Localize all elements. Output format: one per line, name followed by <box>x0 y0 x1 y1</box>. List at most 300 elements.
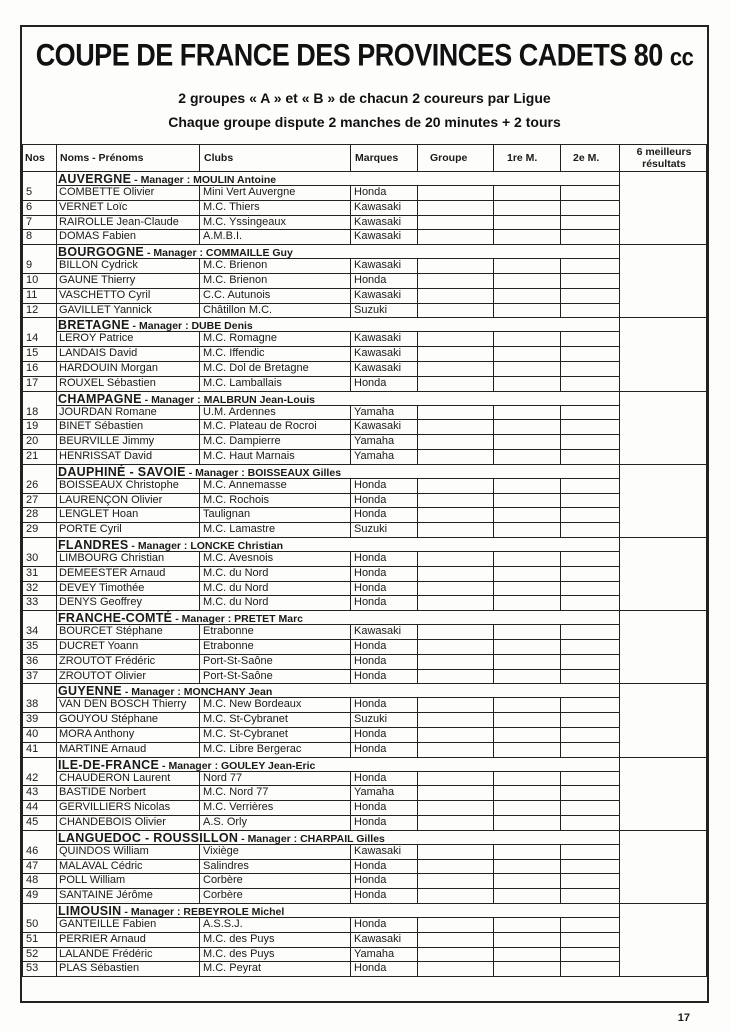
header-second-heat: 2e M. <box>573 152 600 164</box>
league-name: FRANCHE-COMTÉ <box>58 611 173 626</box>
column-divider <box>493 771 494 830</box>
rider-brand: Kawasaki <box>354 200 402 213</box>
rider-brand: Kawasaki <box>354 347 402 360</box>
league-separator: - <box>121 906 131 918</box>
rider-number: 18 <box>26 405 39 418</box>
rider-name: MORA Anthony <box>59 728 135 740</box>
column-divider <box>560 144 561 171</box>
rider-club: A.S. Orly <box>203 816 248 828</box>
column-divider <box>199 844 200 903</box>
rider-club: M.C. Yssingeaux <box>203 215 286 228</box>
column-divider <box>350 331 351 390</box>
rider-number: 34 <box>26 625 39 638</box>
rider-brand: Honda <box>354 816 387 828</box>
league-manager: Manager : LONCKE Christian <box>137 540 284 552</box>
rider-brand: Yamaha <box>354 435 395 448</box>
league-manager: Manager : PRETET Marc <box>181 613 304 626</box>
rider-brand: Honda <box>354 376 387 389</box>
rider-number: 12 <box>26 303 39 316</box>
column-divider <box>619 391 620 464</box>
column-divider <box>619 537 620 610</box>
column-divider <box>350 144 351 171</box>
column-divider <box>619 903 620 976</box>
rider-name: LENGLET Hoan <box>59 508 139 521</box>
rider-club: M.C. Plateau de Rocroi <box>203 420 317 433</box>
rider-club: Port-St-Saône <box>203 669 273 682</box>
rider-club: U.M. Ardennes <box>203 405 276 418</box>
column-divider <box>619 171 620 244</box>
rider-number: 19 <box>26 420 39 433</box>
column-divider <box>350 258 351 317</box>
rider-name: PORTE Cyril <box>59 523 122 536</box>
rider-name: POLL William <box>59 874 126 887</box>
rider-name: LALANDE Frédéric <box>59 947 153 960</box>
rider-club: M.C. du Nord <box>203 566 269 579</box>
league-name: BRETAGNE <box>58 318 130 333</box>
rider-number: 31 <box>26 566 39 579</box>
rider-number: 51 <box>26 932 39 945</box>
rider-club: M.C. Lamballais <box>203 376 282 389</box>
rider-number: 28 <box>26 508 39 521</box>
league-separator: - <box>159 759 169 772</box>
league-header <box>58 904 284 918</box>
rider-name: BOISSEAUX Christophe <box>59 478 179 491</box>
league-header <box>58 172 276 186</box>
header-best-results: 6 meilleurs résultats <box>636 146 692 170</box>
column-divider <box>560 844 561 903</box>
column-divider <box>417 258 418 317</box>
column-divider <box>560 478 561 537</box>
rider-number: 26 <box>26 478 39 491</box>
rider-brand: Honda <box>354 962 387 975</box>
rider-brand: Kawasaki <box>354 362 402 374</box>
league-separator: - <box>121 686 132 699</box>
rider-number: 21 <box>26 450 39 462</box>
column-divider <box>560 917 561 976</box>
rider-number: 41 <box>26 742 39 755</box>
rider-brand: Honda <box>354 493 387 506</box>
rider-club: M.C. Libre Bergerac <box>203 742 302 755</box>
rider-club: M.C. Annemasse <box>203 478 287 491</box>
rider-name: COMBETTE Olivier <box>59 186 155 198</box>
rider-name: GOUYOU Stéphane <box>59 713 159 726</box>
rider-brand: Honda <box>354 859 387 872</box>
column-divider <box>560 405 561 464</box>
column-divider <box>493 331 494 390</box>
rider-name: SANTAINE Jérôme <box>59 889 153 902</box>
league-manager: Manager : COMMAILLE Guy <box>153 247 293 260</box>
rider-name: MALAVAL Cédric <box>59 859 143 872</box>
column-divider <box>199 551 200 610</box>
rider-number: 53 <box>26 962 39 975</box>
rider-name: CHAUDERON Laurent <box>59 771 171 784</box>
page-title: COUPE DE FRANCE DES PROVINCES CADETS 80 cc <box>35 37 694 73</box>
column-divider <box>493 844 494 903</box>
league-name: LANGUEDOC - ROUSSILLON <box>58 830 239 845</box>
column-divider <box>560 771 561 830</box>
rider-club: M.C. du Nord <box>203 581 269 594</box>
column-divider <box>417 478 418 537</box>
column-divider <box>560 624 561 683</box>
row-divider <box>22 976 707 977</box>
rider-number: 14 <box>26 332 39 345</box>
rider-number: 44 <box>26 801 39 814</box>
rider-name: BOURCET Stéphane <box>59 625 163 638</box>
rider-brand: Honda <box>354 918 387 930</box>
rider-number: 5 <box>26 186 33 198</box>
rider-name: ZROUTOT Olivier <box>59 669 146 682</box>
rider-club: M.C. Avesnois <box>203 552 274 564</box>
rider-name: BASTIDE Norbert <box>59 786 146 799</box>
league-separator: - <box>129 320 139 333</box>
league-separator: - <box>131 174 141 186</box>
column-divider <box>619 144 620 171</box>
rider-number: 49 <box>26 889 39 902</box>
column-divider <box>350 771 351 830</box>
column-divider <box>619 757 620 830</box>
rider-number: 42 <box>26 771 39 784</box>
column-divider <box>560 697 561 756</box>
rider-number: 50 <box>26 918 39 930</box>
rider-brand: Kawasaki <box>354 259 402 272</box>
rider-number: 45 <box>26 816 39 828</box>
column-divider <box>417 185 418 244</box>
column-divider <box>493 405 494 464</box>
league-separator: - <box>128 540 138 552</box>
league-name: LIMOUSIN <box>58 904 122 918</box>
rider-name: VERNET Loïc <box>59 200 128 213</box>
column-divider <box>493 185 494 244</box>
rider-club: M.C. des Puys <box>203 932 275 945</box>
rider-club: M.C. Nord 77 <box>203 786 269 799</box>
league-name: DAUPHINÉ - SAVOIE <box>58 464 186 479</box>
column-divider <box>199 917 200 976</box>
league-manager: Manager : MOULIN Antoine <box>140 174 277 186</box>
rider-number: 7 <box>26 215 33 228</box>
league-name: GUYENNE <box>58 684 122 699</box>
rider-brand: Honda <box>354 508 387 521</box>
rider-number: 46 <box>26 844 39 857</box>
rider-name: LANDAIS David <box>59 347 138 360</box>
league-manager: Manager : MALBRUN Jean-Louis <box>151 393 315 406</box>
rider-number: 37 <box>26 669 39 682</box>
rider-number: 15 <box>26 347 39 360</box>
results-table <box>22 144 707 1001</box>
column-divider <box>199 258 200 317</box>
league-header <box>58 465 341 479</box>
column-divider <box>560 258 561 317</box>
column-divider <box>493 551 494 610</box>
rider-club: C.C. Autunois <box>203 288 271 301</box>
rider-brand: Honda <box>354 801 387 814</box>
column-divider <box>350 624 351 683</box>
rider-club: Nord 77 <box>203 771 243 784</box>
rider-club: M.C. Romagne <box>203 332 277 345</box>
header-first-heat: 1re M. <box>507 152 538 164</box>
rider-brand: Honda <box>354 478 387 491</box>
rider-name: VASCHETTO Cyril <box>59 288 151 301</box>
rider-brand: Honda <box>354 640 387 652</box>
rider-brand: Honda <box>354 581 387 594</box>
table-border-left <box>22 144 23 976</box>
rider-club: Port-St-Saône <box>203 654 273 667</box>
rider-brand: Honda <box>354 728 387 740</box>
rider-club: M.C. Dol de Bretagne <box>203 362 309 374</box>
league-manager: Manager : MONCHANY Jean <box>131 686 273 699</box>
column-divider <box>350 405 351 464</box>
page-number: 17 <box>677 1012 690 1024</box>
rider-name: ZROUTOT Frédéric <box>59 654 156 667</box>
column-divider <box>350 551 351 610</box>
rider-brand: Honda <box>354 552 387 564</box>
column-divider <box>350 844 351 903</box>
league-header <box>58 758 315 772</box>
rider-club: M.C. Verrières <box>203 801 274 814</box>
rider-number: 16 <box>26 362 39 374</box>
rider-number: 48 <box>26 874 39 887</box>
rider-club: Etrabonne <box>203 640 254 652</box>
column-divider <box>560 331 561 390</box>
rider-brand: Kawasaki <box>354 844 402 857</box>
column-divider <box>619 317 620 390</box>
rider-club: Vixiège <box>203 844 239 857</box>
rider-name: GERVILLIERS Nicolas <box>59 801 171 814</box>
header-number: Nos <box>25 152 45 164</box>
rider-number: 33 <box>26 596 39 609</box>
header-brand: Marques <box>355 152 399 164</box>
rider-club: Salindres <box>203 859 249 872</box>
league-name: CHAMPAGNE <box>58 391 142 406</box>
league-name: FLANDRES <box>58 538 129 552</box>
column-divider <box>199 771 200 830</box>
rider-club: M.C. St-Cybranet <box>203 713 288 726</box>
league-header <box>58 318 253 332</box>
rider-name: BILLON Cydrick <box>59 259 138 272</box>
column-divider <box>199 624 200 683</box>
column-divider <box>417 844 418 903</box>
rider-number: 10 <box>26 274 39 286</box>
table-border-right <box>706 144 707 976</box>
league-header <box>58 684 272 698</box>
league-header <box>58 611 303 625</box>
column-divider <box>560 551 561 610</box>
league-name: ILE-DE-FRANCE <box>58 757 160 772</box>
rider-name: MARTINE Arnaud <box>59 742 147 755</box>
column-divider <box>199 405 200 464</box>
rider-number: 29 <box>26 523 39 536</box>
rider-club: M.C. du Nord <box>203 596 269 609</box>
column-divider <box>493 624 494 683</box>
column-divider <box>350 697 351 756</box>
column-divider <box>619 610 620 683</box>
rider-brand: Yamaha <box>354 786 395 799</box>
league-separator: - <box>172 613 182 626</box>
header-name: Noms - Prénoms <box>60 152 144 164</box>
rider-name: CHANDEBOIS Olivier <box>59 816 166 828</box>
column-divider <box>619 244 620 317</box>
rider-name: QUINDOS William <box>59 844 149 857</box>
rider-brand: Honda <box>354 874 387 887</box>
rider-club: Taulignan <box>203 508 251 521</box>
league-separator: - <box>238 832 248 845</box>
column-divider <box>199 331 200 390</box>
rider-number: 47 <box>26 859 39 872</box>
column-divider <box>350 185 351 244</box>
rider-club: M.C. Lamastre <box>203 523 276 536</box>
league-name: BOURGOGNE <box>58 245 145 260</box>
rider-name: GAVILLET Yannick <box>59 303 152 316</box>
rider-brand: Yamaha <box>354 947 395 960</box>
column-divider <box>199 697 200 756</box>
rider-number: 17 <box>26 376 39 389</box>
rider-name: GANTEILLE Fabien <box>59 918 157 930</box>
column-divider <box>199 185 200 244</box>
rider-number: 20 <box>26 435 39 448</box>
column-divider <box>417 771 418 830</box>
rider-name: ROUXEL Sébastien <box>59 376 156 389</box>
subtitle-groups: 2 groupes « A » et « B » de chacun 2 coureurs par Ligue <box>178 90 551 106</box>
league-separator: - <box>185 466 196 479</box>
column-divider <box>493 478 494 537</box>
rider-number: 52 <box>26 947 39 960</box>
header-club: Clubs <box>204 152 234 164</box>
column-divider <box>350 478 351 537</box>
header-group: Groupe <box>430 152 468 164</box>
rider-brand: Kawasaki <box>354 625 402 638</box>
rider-number: 38 <box>26 698 39 711</box>
rider-brand: Kawasaki <box>354 932 402 945</box>
column-divider <box>493 144 494 171</box>
rider-brand: Honda <box>354 669 387 682</box>
rider-brand: Honda <box>354 771 387 784</box>
column-divider <box>199 144 200 171</box>
rider-name: DENYS Geoffrey <box>59 596 142 609</box>
rider-name: PLAS Sébastien <box>59 962 140 975</box>
rider-club: M.C. Brienon <box>203 274 268 286</box>
league-manager: Manager : DUBE Denis <box>138 320 253 333</box>
rider-brand: Suzuki <box>354 523 388 536</box>
column-divider <box>417 144 418 171</box>
column-divider <box>619 683 620 756</box>
rider-number: 39 <box>26 713 39 726</box>
subtitle-heats: Chaque groupe dispute 2 manches de 20 minutes + 2 tours <box>168 114 561 130</box>
rider-brand: Honda <box>354 742 387 755</box>
rider-number: 32 <box>26 581 39 594</box>
league-manager: Manager : CHARPAIL Gilles <box>247 832 385 845</box>
rider-brand: Suzuki <box>354 713 388 726</box>
rider-number: 30 <box>26 552 39 564</box>
rider-name: JOURDAN Romane <box>59 405 157 418</box>
column-divider <box>493 258 494 317</box>
column-divider <box>560 185 561 244</box>
rider-number: 9 <box>26 259 33 272</box>
rider-brand: Honda <box>354 654 387 667</box>
column-divider <box>493 697 494 756</box>
column-divider <box>417 405 418 464</box>
rider-club: M.C. Iffendic <box>203 347 265 360</box>
rider-number: 43 <box>26 786 39 799</box>
rider-club: A.S.S.J. <box>203 918 243 930</box>
rider-club: A.M.B.I. <box>203 230 243 243</box>
rider-brand: Suzuki <box>354 303 388 316</box>
column-divider <box>619 464 620 537</box>
rider-number: 40 <box>26 728 39 740</box>
league-header <box>58 831 385 845</box>
rider-name: HARDOUIN Morgan <box>59 362 159 374</box>
column-divider <box>619 830 620 903</box>
rider-club: M.C. New Bordeaux <box>203 698 302 711</box>
rider-name: LEROY Patrice <box>59 332 134 345</box>
rider-brand: Kawasaki <box>354 230 402 243</box>
column-divider <box>417 697 418 756</box>
rider-name: DUCRET Yoann <box>59 640 139 652</box>
column-divider <box>350 917 351 976</box>
column-divider <box>56 144 57 976</box>
rider-club: Mini Vert Auvergne <box>203 186 296 198</box>
rider-club: M.C. des Puys <box>203 947 275 960</box>
rider-name: LAURENÇON Olivier <box>59 493 163 506</box>
row-divider <box>22 144 707 145</box>
rider-club: M.C. Haut Marnais <box>203 450 295 462</box>
rider-name: HENRISSAT David <box>59 450 153 462</box>
rider-club: Corbère <box>203 889 243 902</box>
rider-name: GAUNE Thierry <box>59 274 136 286</box>
rider-name: DOMAS Fabien <box>59 230 137 243</box>
column-divider <box>417 917 418 976</box>
rider-number: 35 <box>26 640 39 652</box>
column-divider <box>417 551 418 610</box>
league-header <box>58 245 293 259</box>
column-divider <box>417 331 418 390</box>
rider-name: BINET Sébastien <box>59 420 144 433</box>
league-separator: - <box>144 247 154 260</box>
rider-brand: Kawasaki <box>354 332 402 345</box>
league-header <box>58 538 283 552</box>
rider-number: 8 <box>26 230 33 243</box>
league-manager: Manager : REBEYROLE Michel <box>130 906 285 918</box>
rider-brand: Honda <box>354 186 387 198</box>
rider-club: M.C. Dampierre <box>203 435 281 448</box>
rider-number: 6 <box>26 200 33 213</box>
rider-brand: Honda <box>354 596 387 609</box>
column-divider <box>417 624 418 683</box>
league-separator: - <box>141 393 152 406</box>
rider-name: DEVEY Timothée <box>59 581 145 594</box>
rider-name: RAIROLLE Jean-Claude <box>59 215 179 228</box>
rider-brand: Yamaha <box>354 405 395 418</box>
rider-name: PERRIER Arnaud <box>59 932 146 945</box>
league-manager: Manager : BOISSEAUX Gilles <box>195 466 342 479</box>
column-divider <box>199 478 200 537</box>
rider-number: 11 <box>26 288 38 301</box>
rider-club: Corbère <box>203 874 243 887</box>
rider-brand: Honda <box>354 698 387 711</box>
column-divider <box>493 917 494 976</box>
rider-club: M.C. Peyrat <box>203 962 262 975</box>
league-name: AUVERGNE <box>58 172 132 186</box>
rider-club: Etrabonne <box>203 625 254 638</box>
rider-name: DEMEESTER Arnaud <box>59 566 166 579</box>
rider-brand: Kawasaki <box>354 215 402 228</box>
rider-club: M.C. Thiers <box>203 200 260 213</box>
rider-brand: Honda <box>354 566 387 579</box>
rider-brand: Kawasaki <box>354 420 402 433</box>
rider-brand: Honda <box>354 274 387 286</box>
rider-brand: Honda <box>354 889 387 902</box>
rider-number: 27 <box>26 493 39 506</box>
rider-name: LIMBOURG Christian <box>59 552 165 564</box>
rider-name: BEURVILLE Jimmy <box>59 435 155 448</box>
